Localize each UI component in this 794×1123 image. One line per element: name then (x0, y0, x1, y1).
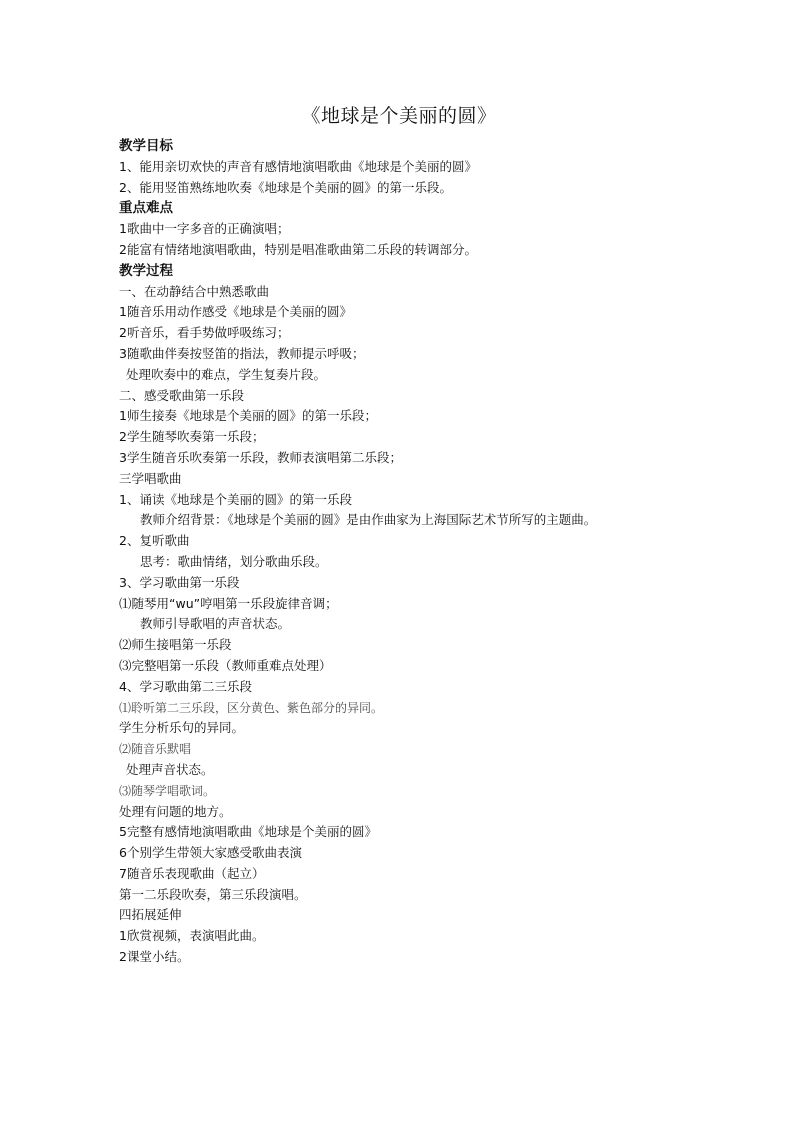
text-line: ⑵师生接唱第一乐段 (119, 637, 232, 653)
text-line: 1、能用亲切欢快的声音有感情地演唱歌曲《地球是个美丽的圆》 (119, 158, 477, 174)
text-line: 6个别学生带领大家感受歌曲表演 (119, 845, 302, 861)
text-line: 1师生接奏《地球是个美丽的圆》的第一乐段； (119, 408, 377, 424)
text-line: 四拓展延伸 (119, 907, 182, 923)
text-line: ⑶随琴学唱歌词。 (119, 783, 216, 798)
text-line: 1歌曲中一字多音的正确演唱； (119, 221, 290, 237)
section-heading: 教学过程 (119, 262, 173, 279)
text-line: 第一二乐段吹奏，第三乐段演唱。 (119, 886, 307, 902)
text-line: 处理声音状态。 (126, 761, 214, 777)
text-line: 2学生随琴吹奏第一乐段； (119, 429, 265, 445)
text-line: ⑴随琴用“wu”哼唱第一乐段旋律音调； (119, 595, 338, 611)
text-line: 2、复听歌曲 (119, 533, 190, 549)
text-line: 7随音乐表现歌曲（起立） (119, 865, 265, 881)
section-heading: 教学目标 (119, 138, 173, 154)
text-line: ⑴聆听第二三乐段，区分黄色、紫色部分的异同。 (119, 700, 384, 715)
text-line: 三学唱歌曲 (119, 470, 182, 486)
text-line: 2听音乐，看手势做呼吸练习； (119, 325, 290, 341)
text-line: 处理有问题的地方。 (119, 803, 232, 819)
text-line: 3学生随音乐吹奏第一乐段，教师表演唱第二乐段； (119, 449, 402, 465)
document-title: 《地球是个美丽的圆》 (301, 105, 497, 127)
text-line: 5完整有感情地演唱歌曲《地球是个美丽的圆》 (119, 824, 377, 840)
text-line: ⑵随音乐默唱 (119, 742, 192, 757)
text-line: 3、学习歌曲第一乐段 (119, 574, 240, 590)
text-line: 思考：歌曲情绪，划分歌曲乐段。 (140, 553, 328, 569)
text-line: 2能富有情绪地演唱歌曲，特别是唱准歌曲第二乐段的转调部分。 (119, 241, 477, 257)
text-line: 1欣赏视频，表演唱此曲。 (119, 928, 265, 944)
text-line: 处理吹奏中的难点，学生复奏片段。 (126, 366, 327, 382)
text-line: 教师引导歌唱的声音状态。 (140, 616, 291, 632)
text-line: 教师介绍背景：《地球是个美丽的圆》是由作曲家为上海国际艺术节所写的主题曲。 (140, 512, 597, 528)
text-line: 二、感受歌曲第一乐段 (119, 387, 245, 403)
text-line: 1、诵读《地球是个美丽的圆》的第一乐段 (119, 491, 352, 507)
document-body (119, 136, 679, 968)
document-page (119, 102, 679, 968)
text-line: 2、能用竖笛熟练地吹奏《地球是个美丽的圆》的第一乐段。 (119, 179, 452, 195)
text-line: 3随歌曲伴奏按竖笛的指法，教师提示呼吸； (119, 345, 365, 361)
text-line: ⑶完整唱第一乐段（教师重难点处理） (119, 657, 332, 673)
text-line: 一、在动静结合中熟悉歌曲 (119, 283, 270, 299)
text-line: 2课堂小结。 (119, 949, 190, 965)
text-line: 1随音乐用动作感受《地球是个美丽的圆》 (119, 304, 352, 320)
text-line: 学生分析乐句的异同。 (119, 720, 245, 736)
section-heading: 重点难点 (119, 200, 173, 217)
text-line: 4、学习歌曲第二三乐段 (119, 678, 252, 694)
